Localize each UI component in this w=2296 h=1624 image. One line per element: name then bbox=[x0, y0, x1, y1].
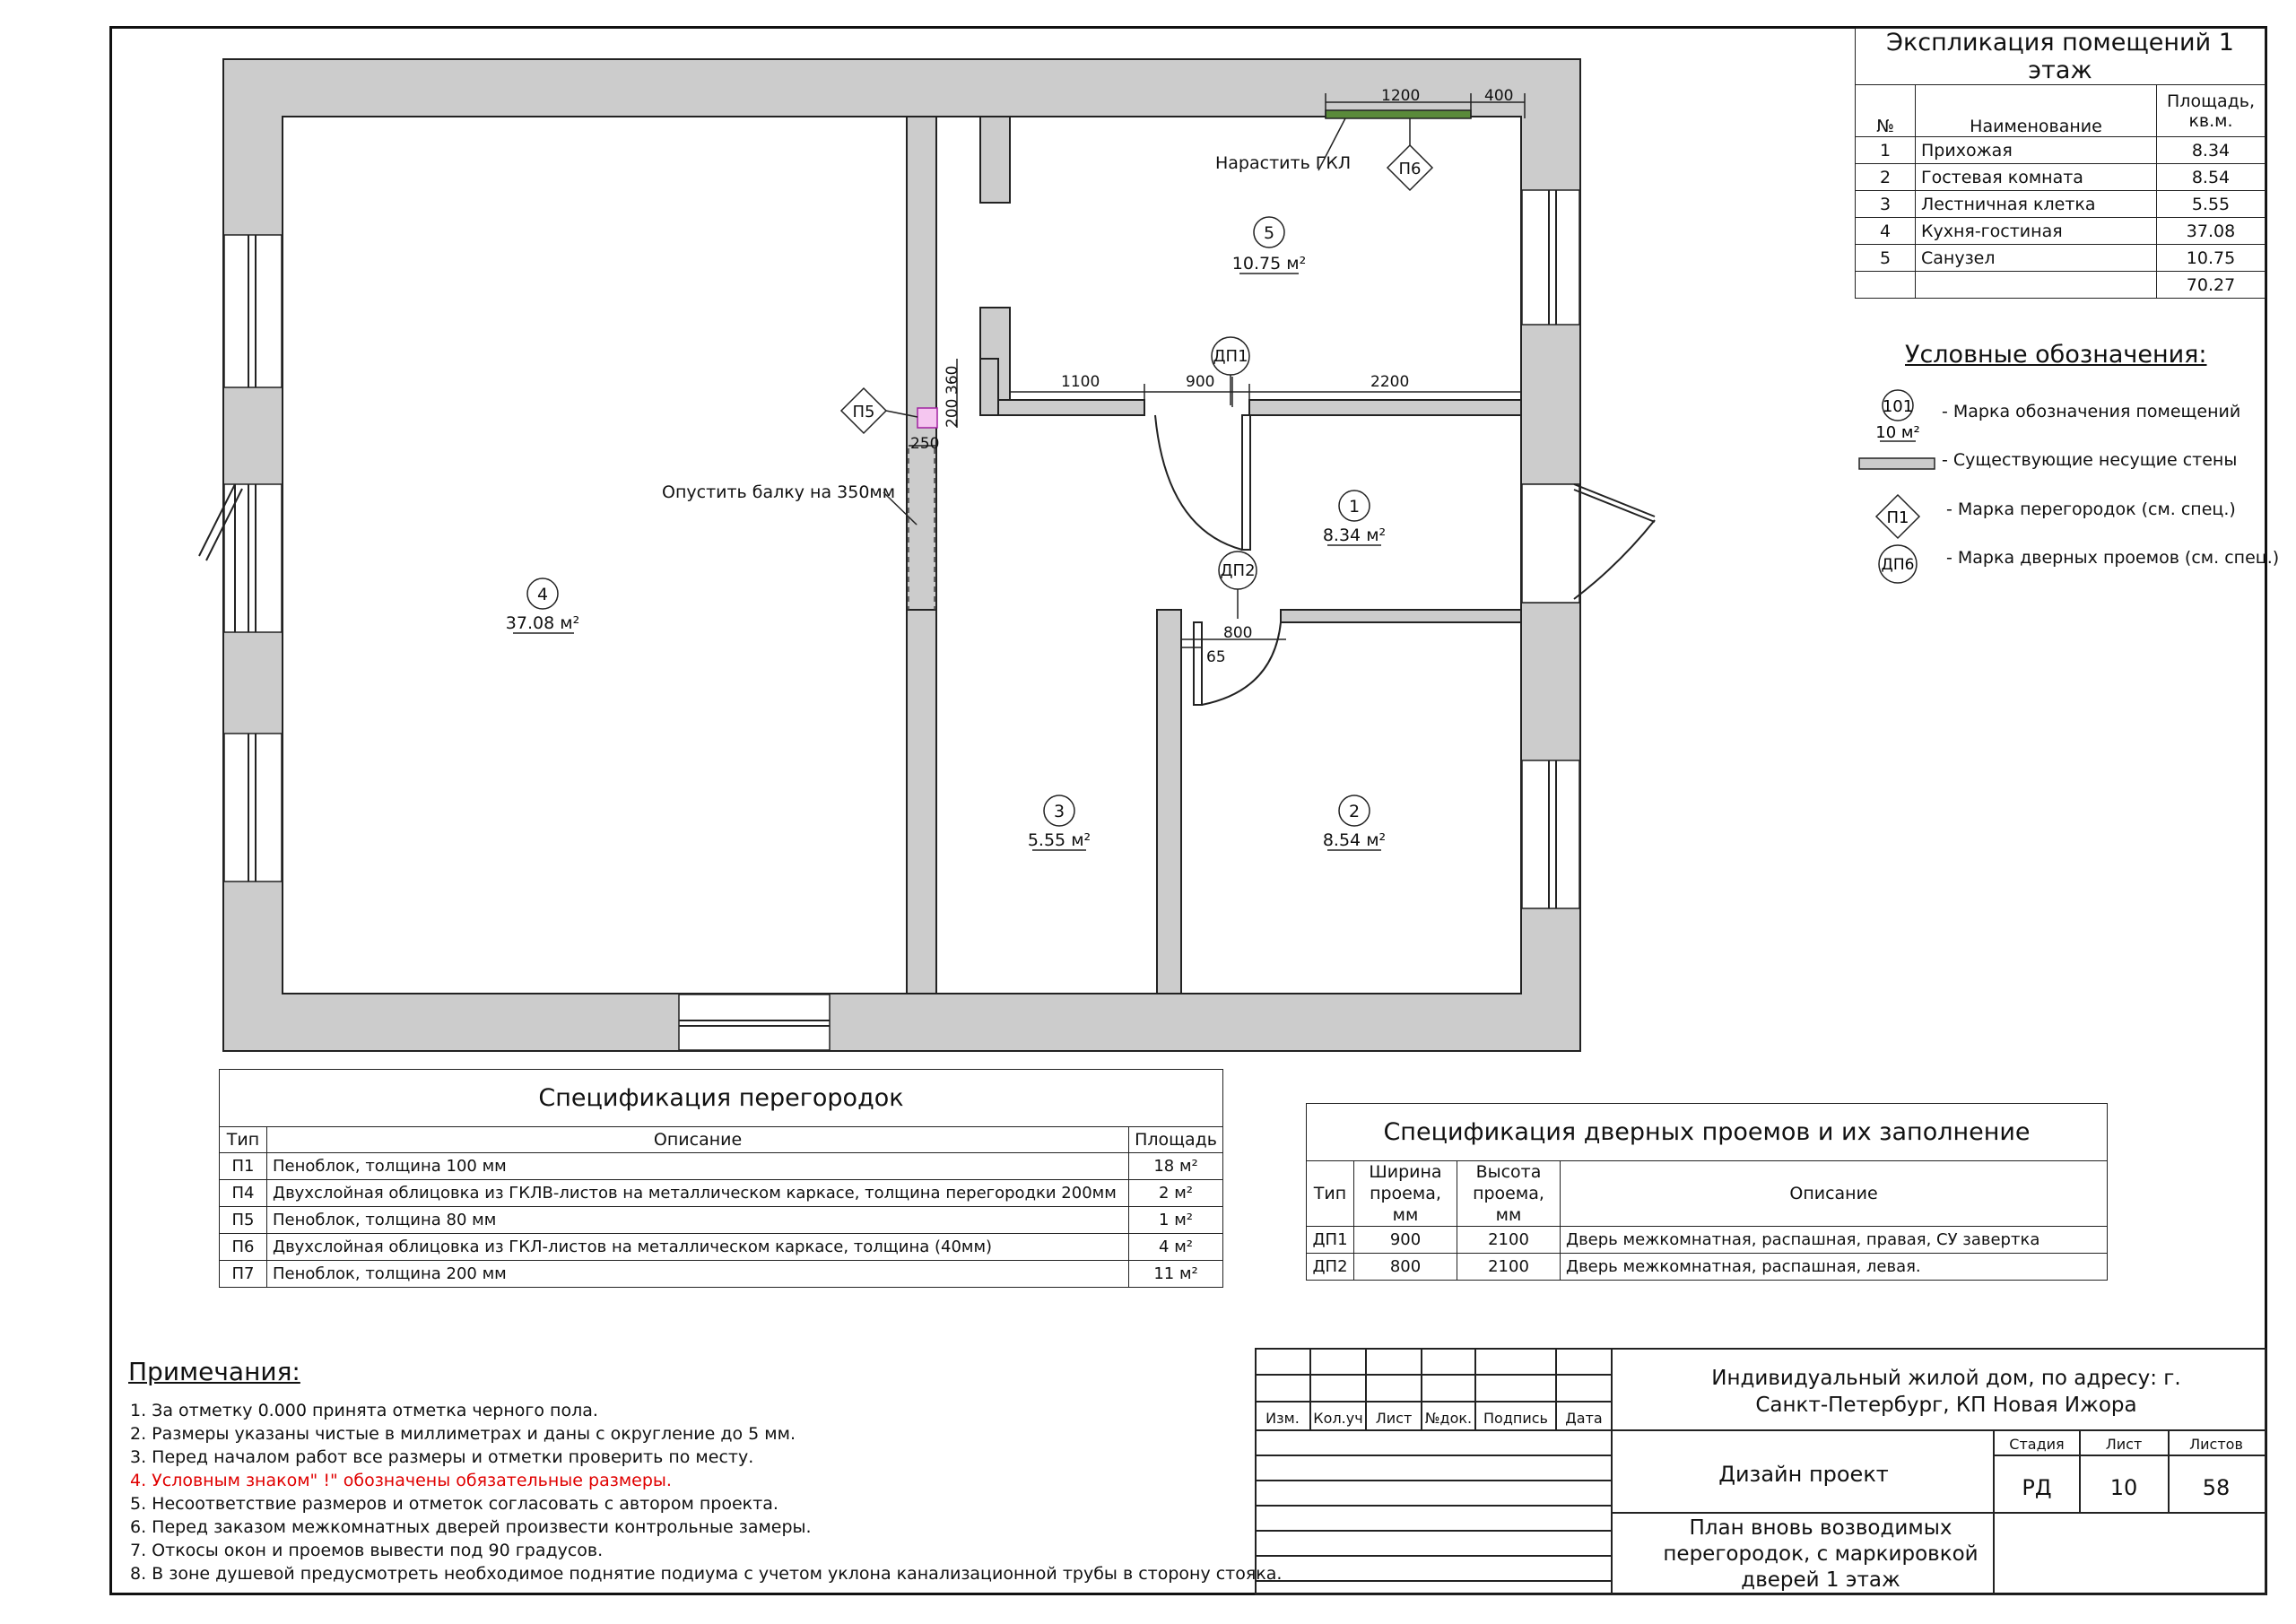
explication-title: Экспликация помещений 1 этаж bbox=[1856, 29, 2266, 85]
legend-room-text: - Марка обозначения помещений bbox=[1942, 402, 2241, 421]
dim-1200: 1200 bbox=[1381, 87, 1421, 105]
explication-row: 5 Санузел 10.75 bbox=[1856, 245, 2266, 272]
mark-dp2-label: ДП2 bbox=[1220, 561, 1256, 580]
partition-header-desc: Описание bbox=[267, 1127, 1129, 1153]
partition-p5-area bbox=[980, 359, 998, 415]
door-header-desc: Описание bbox=[1561, 1161, 2108, 1227]
window-left-3 bbox=[224, 734, 282, 881]
table-row: П7 Пеноблок, толщина 200 мм 11 м² bbox=[220, 1261, 1223, 1288]
stamp-col-podpis: Подпись bbox=[1483, 1410, 1548, 1427]
note-gkl: Нарастить ГКЛ bbox=[1215, 153, 1352, 173]
partition-spec-table bbox=[219, 1069, 1223, 1288]
room-1-num: 1 bbox=[1348, 497, 1361, 517]
window-left-1 bbox=[224, 235, 282, 387]
partition-header-area: Площадь bbox=[1129, 1127, 1223, 1153]
bearing-wall-upper bbox=[907, 117, 936, 610]
entrance-door bbox=[1574, 484, 1655, 599]
explication-row: 2 Гостевая комната 8.54 bbox=[1856, 164, 2266, 191]
stamp-sheet-label: Лист bbox=[2105, 1436, 2143, 1453]
bearing-wall-lower bbox=[907, 610, 936, 994]
note-item: 8. В зоне душевой предусмотреть необходимое поднятие подиума с учетом уклона канализационной трубы в сторону стояка. bbox=[130, 1564, 1283, 1584]
room-3-area: 5.55 м² bbox=[1027, 830, 1091, 850]
stamp-col-koluch: Кол.уч bbox=[1313, 1410, 1363, 1427]
legend-door-mark: ДП6 bbox=[1881, 556, 1915, 574]
legend-room-num: 101 bbox=[1882, 397, 1914, 416]
dim-65: 65 bbox=[1206, 648, 1226, 666]
room-4-num: 4 bbox=[536, 585, 549, 604]
note-beam: Опустить балку на 350мм bbox=[662, 482, 896, 502]
legend-title: Условные обозначения: bbox=[1905, 341, 2207, 369]
notes-title: Примечания: bbox=[128, 1357, 300, 1386]
door-dp1 bbox=[1155, 415, 1250, 550]
partition-dp1-right bbox=[1249, 400, 1521, 415]
dim-800: 800 bbox=[1223, 624, 1253, 642]
door-spec-title: Спецификация дверных проемов и их заполнение bbox=[1307, 1104, 2108, 1161]
dim-2200: 2200 bbox=[1370, 373, 1410, 391]
note-item: 1. За отметку 0.000 принята отметка черного пола. bbox=[130, 1401, 598, 1420]
floor-plan bbox=[0, 0, 1704, 1076]
note-item: 7. Откосы окон и проемов вывести под 90 градусов. bbox=[130, 1541, 604, 1560]
stamp-col-ndok: №док. bbox=[1424, 1410, 1473, 1427]
partition-room3-2 bbox=[1157, 610, 1181, 994]
door-header-type: Тип bbox=[1307, 1161, 1354, 1227]
legend-door-text: - Марка дверных проемов (см. спец.) bbox=[1946, 548, 2280, 568]
partition-p5 bbox=[918, 408, 937, 428]
explication-row: 1 Прихожая 8.34 bbox=[1856, 137, 2266, 164]
explication-header-area: Площадь, кв.м. bbox=[2157, 85, 2266, 137]
walls bbox=[223, 59, 1580, 1051]
legend-partition-text: - Марка перегородок (см. спец.) bbox=[1946, 499, 2236, 519]
note-item-required: 4. Условным знаком" !" обозначены обязательные размеры. bbox=[130, 1471, 672, 1490]
room-1-area: 8.34 м² bbox=[1322, 525, 1387, 545]
room-2-num: 2 bbox=[1348, 802, 1361, 821]
dim-400: 400 bbox=[1484, 87, 1514, 105]
partition-header-type: Тип bbox=[220, 1127, 267, 1153]
legend-wall-swatch bbox=[1859, 458, 1935, 469]
stamp-stage: РД bbox=[2022, 1475, 2052, 1500]
room-4-area: 37.08 м² bbox=[505, 613, 580, 633]
explication-row: 3 Лестничная клетка 5.55 bbox=[1856, 191, 2266, 218]
note-item: 5. Несоответствие размеров и отметок согласовать с автором проекта. bbox=[130, 1494, 778, 1514]
mark-dp1-label: ДП1 bbox=[1213, 347, 1248, 366]
table-row: П1 Пеноблок, толщина 100 мм 18 м² bbox=[220, 1153, 1223, 1180]
table-row: П4 Двухслойная облицовка из ГКЛВ-листов на металлическом каркасе, толщина перегородки 200мм 2 м² bbox=[220, 1180, 1223, 1207]
dim-250: 250 bbox=[910, 435, 940, 453]
window-right-3 bbox=[1522, 760, 1579, 908]
partition-p6 bbox=[1326, 110, 1471, 118]
room-2-area: 8.54 м² bbox=[1322, 830, 1387, 850]
wall-stub-top bbox=[980, 117, 1010, 203]
table-row: ДП1 900 2100 Дверь межкомнатная, распашная, правая, СУ завертка bbox=[1307, 1227, 2108, 1254]
stamp-sheet-title: План вновь возводимых перегородок, с маркировкой дверей 1 этаж bbox=[1663, 1516, 1979, 1592]
legend-wall-text: - Существующие несущие стены bbox=[1942, 450, 2238, 470]
note-item: 3. Перед началом работ все размеры и отметки проверить по месту. bbox=[130, 1447, 754, 1467]
stamp-stage-label: Стадия bbox=[2009, 1436, 2065, 1453]
dim-200: 200 bbox=[944, 398, 961, 428]
mark-p5-label: П5 bbox=[852, 403, 875, 421]
note-item: 2. Размеры указаны чистые в миллиметрах и даны с округление до 5 мм. bbox=[130, 1424, 796, 1444]
window-bottom bbox=[679, 994, 830, 1050]
door-header-height: Высота проема, мм bbox=[1457, 1161, 1561, 1227]
legend-room-area: 10 м² bbox=[1875, 423, 1920, 442]
legend-symbols bbox=[1857, 386, 1946, 592]
room-5-area: 10.75 м² bbox=[1231, 254, 1307, 274]
explication-table bbox=[1855, 28, 2266, 299]
window-right-1 bbox=[1522, 190, 1579, 325]
stamp-col-izm: Изм. bbox=[1265, 1410, 1300, 1427]
mark-p6-label: П6 bbox=[1398, 160, 1422, 178]
table-row: П5 Пеноблок, толщина 80 мм 1 м² bbox=[220, 1207, 1223, 1234]
table-row: ДП2 800 2100 Дверь межкомнатная, распашная, левая. bbox=[1307, 1254, 2108, 1281]
room-5-num: 5 bbox=[1263, 223, 1275, 243]
entrance-opening bbox=[1522, 484, 1579, 603]
stamp-project: Дизайн проект bbox=[1718, 1462, 1889, 1487]
stamp-sheets: 58 bbox=[2202, 1475, 2231, 1500]
partition-dp1-left bbox=[998, 400, 1144, 415]
exterior-walls bbox=[223, 59, 1580, 1051]
explication-header-num: № bbox=[1856, 85, 1916, 137]
notes-list bbox=[130, 1399, 1282, 1585]
partition-spec-title: Спецификация перегородок bbox=[220, 1070, 1223, 1127]
door-spec-table bbox=[1306, 1103, 2108, 1281]
partition-room2-top bbox=[1281, 610, 1521, 622]
stamp-col-list: Лист bbox=[1375, 1410, 1413, 1427]
casement-window-left bbox=[199, 484, 242, 632]
dim-360: 360 bbox=[944, 365, 961, 395]
stamp-sheets-label: Листов bbox=[2189, 1436, 2243, 1453]
explication-row: 4 Кухня-гостиная 37.08 bbox=[1856, 218, 2266, 245]
stamp-col-data: Дата bbox=[1565, 1410, 1603, 1427]
stamp-object: Индивидуальный жилой дом, по адресу: г. Санкт-Петербург, КП Новая Ижора bbox=[1711, 1367, 2181, 1417]
dim-900: 900 bbox=[1186, 373, 1215, 391]
note-item: 6. Перед заказом межкомнатных дверей произвести контрольные замеры. bbox=[130, 1517, 812, 1537]
explication-header-name: Наименование bbox=[1916, 85, 2157, 137]
door-header-width: Ширина проема, мм bbox=[1354, 1161, 1457, 1227]
stamp-sheet: 10 bbox=[2109, 1475, 2138, 1500]
room-3-num: 3 bbox=[1053, 802, 1065, 821]
explication-total: 70.27 bbox=[2157, 272, 2266, 299]
dim-1100: 1100 bbox=[1061, 373, 1100, 391]
legend-partition-mark: П1 bbox=[1886, 508, 1909, 527]
table-row: П6 Двухслойная облицовка из ГКЛ-листов на металлическом каркасе, толщина (40мм) 4 м² bbox=[220, 1234, 1223, 1261]
